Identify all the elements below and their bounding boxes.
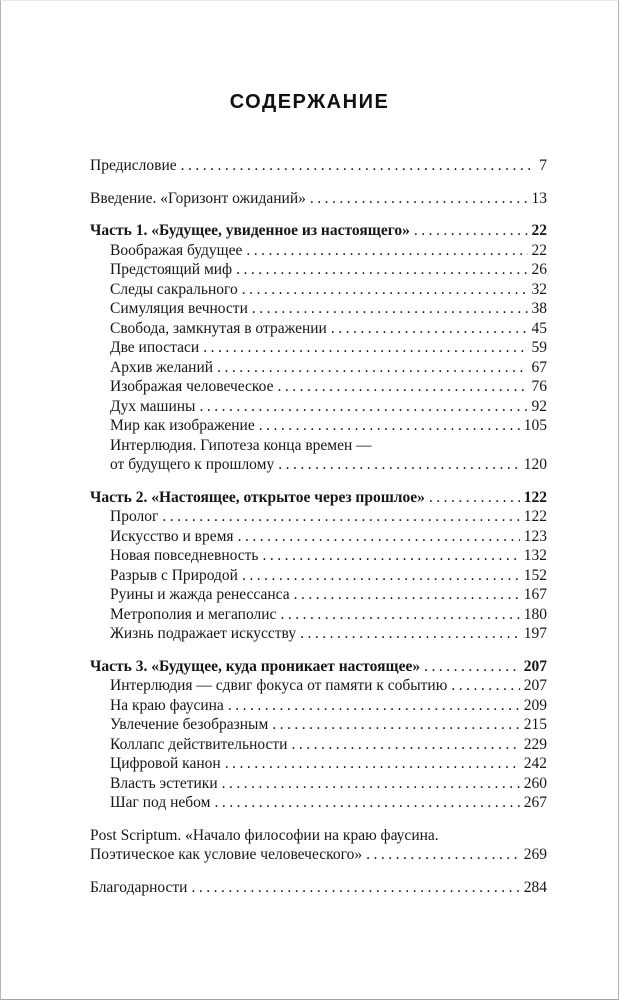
toc-entry-label: Две ипостаси bbox=[110, 339, 200, 356]
toc-entry-page: 267 bbox=[523, 794, 547, 811]
toc-entry-label: Часть 1. «Будущее, увиденное из настоящего» bbox=[90, 222, 410, 239]
toc-leader-dots bbox=[252, 299, 528, 319]
toc-entry bbox=[90, 241, 547, 261]
toc-leader-dots bbox=[300, 624, 520, 644]
toc-entry-page: 38 bbox=[531, 300, 547, 317]
toc-leader-dots bbox=[331, 319, 528, 339]
toc-entry-label: Шаг под небом bbox=[110, 794, 211, 811]
toc-leader-dots bbox=[242, 280, 528, 300]
toc-entry bbox=[90, 696, 547, 716]
toc-leader-dots bbox=[225, 754, 520, 774]
toc-entry-page: 123 bbox=[523, 527, 547, 545]
toc-leader-dots bbox=[259, 416, 520, 436]
toc-entry-page: 260 bbox=[523, 774, 547, 792]
toc-entry-label: Благодарности bbox=[90, 878, 188, 896]
toc-entry-page: 26 bbox=[531, 261, 547, 278]
toc-leader-dots bbox=[424, 657, 520, 677]
toc-entry-label: Мир как изображение bbox=[110, 417, 255, 434]
toc-entry-page: 22 bbox=[531, 222, 547, 239]
toc-leader-dots bbox=[228, 696, 520, 716]
toc-entry bbox=[90, 546, 547, 566]
toc-entry-label: Увлечение безобразным bbox=[110, 716, 269, 733]
toc-leader-dots bbox=[238, 527, 520, 547]
toc-leader-dots bbox=[217, 358, 527, 378]
toc-entry-label: Свобода, замкнутая в отражении bbox=[110, 319, 327, 337]
toc-entry bbox=[90, 657, 547, 677]
toc-entry bbox=[90, 624, 547, 644]
toc-entry bbox=[90, 358, 547, 378]
toc-entry-page: 59 bbox=[531, 339, 547, 356]
toc-entry-label: Симуляция вечности bbox=[110, 300, 248, 317]
toc-leader-dots bbox=[366, 845, 520, 865]
toc-entry-label: Часть 3. «Будущее, куда проникает настоящее» bbox=[90, 657, 421, 675]
toc-entry bbox=[90, 455, 547, 475]
toc-entry-label: Архив желаний bbox=[110, 358, 214, 376]
toc-entry-page: 132 bbox=[523, 547, 547, 564]
toc-entry-label: Разрыв с Природой bbox=[110, 566, 238, 584]
toc-entry-page: 32 bbox=[531, 280, 547, 298]
toc-leader-dots bbox=[181, 156, 536, 176]
toc-entry bbox=[90, 826, 547, 846]
toc-entry-label: Пролог bbox=[110, 508, 159, 525]
toc-leader-dots bbox=[429, 488, 520, 508]
toc-entry-label: Метрополия и мегаполис bbox=[110, 605, 277, 623]
toc-entry-page: 167 bbox=[523, 586, 547, 603]
toc-entry-page: 122 bbox=[523, 488, 547, 506]
toc-entry-label: Поэтическое как условие человеческого» bbox=[90, 846, 363, 863]
toc-leader-dots bbox=[242, 566, 520, 586]
toc-entry-label: Предисловие bbox=[90, 157, 177, 174]
toc-entry bbox=[90, 754, 547, 774]
toc-entry-page: 22 bbox=[531, 241, 547, 259]
toc-entry bbox=[90, 280, 547, 300]
toc-entry bbox=[90, 260, 547, 280]
toc-leader-dots bbox=[203, 338, 527, 358]
toc-entry-label: Изображая человеческое bbox=[110, 378, 274, 395]
toc-leader-dots bbox=[310, 189, 528, 209]
toc-entry-page: 7 bbox=[539, 157, 547, 174]
toc-leader-dots bbox=[162, 507, 519, 527]
toc-entry-page: 197 bbox=[523, 625, 547, 642]
toc-entry-page: 105 bbox=[523, 417, 547, 434]
toc-entry-label: Коллапс действительности bbox=[110, 735, 288, 753]
toc-leader-dots bbox=[414, 221, 528, 241]
toc-leader-dots bbox=[199, 397, 527, 417]
toc-entry bbox=[90, 397, 547, 417]
toc-entry bbox=[90, 676, 547, 696]
table-of-contents bbox=[90, 156, 547, 897]
toc-entry bbox=[90, 507, 547, 527]
toc-leader-dots bbox=[236, 260, 527, 280]
toc-entry-label: Цифровой канон bbox=[110, 755, 221, 772]
toc-entry bbox=[90, 735, 547, 755]
toc-entry bbox=[90, 585, 547, 605]
toc-entry-page: 284 bbox=[523, 878, 547, 896]
toc-entry-label: Новая повседневность bbox=[110, 547, 259, 564]
toc-entry-page: 215 bbox=[523, 716, 547, 733]
toc-entry bbox=[90, 845, 547, 865]
toc-entry-page: 180 bbox=[523, 605, 547, 623]
toc-entry bbox=[90, 488, 547, 508]
toc-entry bbox=[90, 605, 547, 625]
toc-entry-page: 122 bbox=[523, 508, 547, 525]
page-title: СОДЕРЖАНИЕ bbox=[229, 91, 390, 113]
toc-entry-label: На краю фаусина bbox=[110, 696, 224, 714]
toc-entry bbox=[90, 156, 547, 176]
toc-leader-dots bbox=[191, 878, 519, 898]
toc-leader-dots bbox=[280, 605, 519, 625]
toc-leader-dots bbox=[263, 546, 520, 566]
toc-entry bbox=[90, 793, 547, 813]
toc-entry-page: 207 bbox=[523, 677, 547, 694]
toc-leader-dots bbox=[246, 241, 527, 261]
toc-entry bbox=[90, 338, 547, 358]
toc-leader-dots bbox=[278, 455, 520, 475]
toc-entry-page: 269 bbox=[523, 846, 547, 863]
toc-entry-label: Жизнь подражает искусству bbox=[110, 625, 297, 642]
toc-entry bbox=[90, 878, 547, 898]
toc-entry bbox=[90, 221, 547, 241]
toc-leader-dots bbox=[214, 793, 519, 813]
toc-entry-label: от будущего к прошлому bbox=[110, 456, 275, 473]
toc-entry bbox=[90, 416, 547, 436]
toc-entry bbox=[90, 527, 547, 547]
toc-leader-dots bbox=[277, 377, 527, 397]
toc-leader-dots bbox=[294, 585, 520, 605]
toc-entry-page: 152 bbox=[523, 566, 547, 584]
toc-entry-label: Искусство и время bbox=[110, 527, 234, 545]
toc-entry-label: Интерлюдия. Гипотеза конца времен — bbox=[110, 436, 372, 454]
toc-entry-page: 67 bbox=[531, 358, 547, 376]
toc-leader-dots bbox=[222, 774, 520, 794]
toc-entry bbox=[90, 566, 547, 586]
toc-entry bbox=[90, 319, 547, 339]
toc-entry bbox=[90, 436, 547, 456]
toc-entry-page: 92 bbox=[531, 397, 547, 415]
toc-leader-dots bbox=[451, 676, 519, 696]
toc-entry bbox=[90, 189, 547, 209]
toc-entry bbox=[90, 377, 547, 397]
toc-leader-dots bbox=[272, 715, 519, 735]
toc-entry-label: Предстоящий миф bbox=[110, 261, 233, 278]
toc-entry bbox=[90, 774, 547, 794]
toc-entry-page: 45 bbox=[531, 319, 547, 337]
toc-entry bbox=[90, 299, 547, 319]
toc-entry-label: Руины и жажда ренессанса bbox=[110, 586, 290, 603]
toc-entry-page: 207 bbox=[523, 657, 547, 675]
toc-entry-label: Следы сакрального bbox=[110, 280, 238, 298]
toc-entry-label: Часть 2. «Настоящее, открытое через прошлое» bbox=[90, 488, 425, 506]
toc-leader-dots bbox=[291, 735, 519, 755]
toc-entry-label: Власть эстетики bbox=[110, 774, 218, 792]
toc-entry-label: Post Scriptum. «Начало философии на краю фаусина. bbox=[90, 826, 439, 844]
toc-entry-page: 76 bbox=[531, 378, 547, 395]
toc-entry-label: Дух машины bbox=[110, 397, 196, 415]
toc-entry-label: Введение. «Горизонт ожиданий» bbox=[90, 189, 306, 207]
toc-entry-page: 209 bbox=[523, 696, 547, 714]
toc-entry bbox=[90, 715, 547, 735]
toc-entry-page: 120 bbox=[523, 456, 547, 473]
toc-entry-page: 229 bbox=[523, 735, 547, 753]
toc-entry-label: Интерлюдия — сдвиг фокуса от памяти к событию bbox=[110, 677, 448, 694]
toc-entry-page: 13 bbox=[531, 189, 547, 207]
toc-entry-label: Воображая будущее bbox=[110, 241, 243, 259]
toc-entry-page: 242 bbox=[523, 755, 547, 772]
